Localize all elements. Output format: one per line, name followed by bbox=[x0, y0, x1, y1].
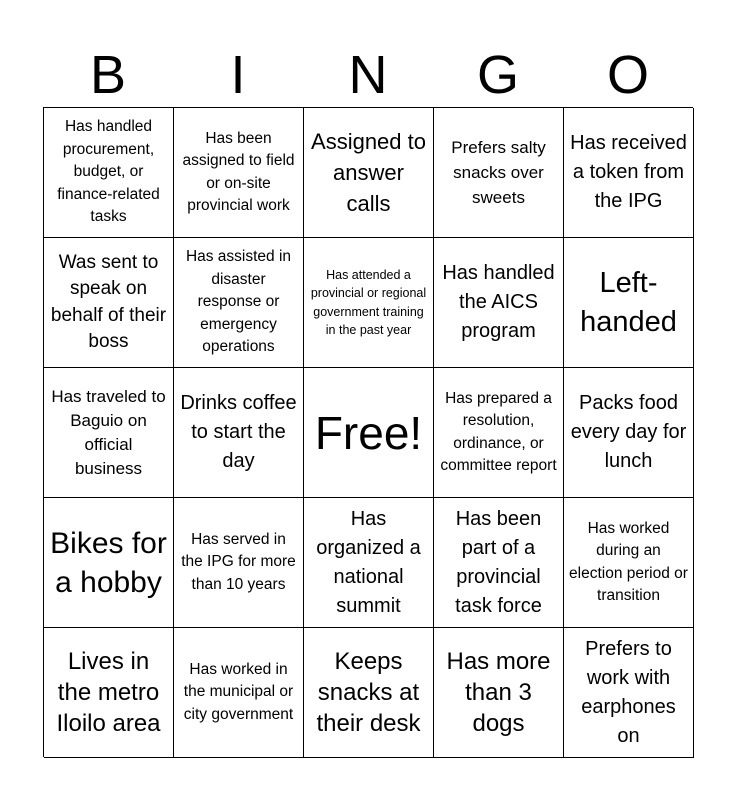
header-letter-n: N bbox=[348, 45, 388, 105]
cell-text: Keeps snacks at their desk bbox=[316, 648, 421, 737]
cell-text: Has more than 3 dogs bbox=[446, 648, 551, 737]
bingo-cell-r2-c5[interactable] bbox=[564, 238, 694, 368]
bingo-cell-r4-c1[interactable] bbox=[44, 498, 174, 628]
bingo-cell-r4-c4[interactable] bbox=[434, 498, 564, 628]
cell-text: Left-handed bbox=[580, 266, 677, 338]
cell-text: Assigned to answer calls bbox=[311, 129, 426, 216]
bingo-cell-r5-c3[interactable] bbox=[304, 628, 434, 758]
bingo-cell-r3-c5[interactable] bbox=[564, 368, 694, 498]
bingo-cell-r1-c5[interactable] bbox=[564, 108, 694, 238]
cell-text: Lives in the metro Iloilo area bbox=[56, 648, 161, 737]
free-space-text: Free! bbox=[314, 406, 423, 459]
cell-text: Has received a token from the IPG bbox=[570, 132, 687, 212]
cell-text: Bikes for a hobby bbox=[50, 526, 167, 599]
cell-text: Packs food every day for lunch bbox=[570, 392, 687, 472]
cell-text: Has prepared a resolution, ordinance, or committee report bbox=[440, 389, 557, 474]
bingo-cell-r1-c4[interactable] bbox=[434, 108, 564, 238]
header-letter-g: G bbox=[476, 45, 519, 105]
cell-text: Has organized a national summit bbox=[316, 507, 421, 617]
cell-text: Drinks coffee to start the day bbox=[180, 392, 297, 472]
bingo-cell-r4-c2[interactable] bbox=[174, 498, 304, 628]
cell-text: Has been part of a provincial task force bbox=[455, 507, 542, 617]
bingo-cell-r2-c4[interactable] bbox=[434, 238, 564, 368]
cell-text: Has attended a provincial or regional government training in the past year bbox=[310, 267, 427, 337]
cell-text: Was sent to speak on behalf of their boss bbox=[50, 251, 167, 352]
header-letter-i: I bbox=[230, 45, 246, 105]
bingo-cell-r4-c3[interactable] bbox=[304, 498, 434, 628]
bingo-cell-r4-c5[interactable] bbox=[564, 498, 694, 628]
bingo-cell-r3-c1[interactable] bbox=[44, 368, 174, 498]
bingo-cell-r3-c2[interactable] bbox=[174, 368, 304, 498]
bingo-cell-r3-c4[interactable] bbox=[434, 368, 564, 498]
cell-text: Prefers to work with earphones on bbox=[581, 637, 676, 747]
cell-text: Has traveled to Baguio on official business bbox=[51, 386, 166, 478]
cell-text: Has worked during an election period or transition bbox=[569, 519, 688, 604]
header-letter-o: O bbox=[606, 45, 649, 105]
bingo-cell-r2-c2[interactable] bbox=[174, 238, 304, 368]
bingo-cell-r5-c4[interactable] bbox=[434, 628, 564, 758]
bingo-cell-r5-c2[interactable] bbox=[174, 628, 304, 758]
bingo-card-grid bbox=[43, 107, 693, 757]
cell-text: Prefers salty snacks over sweets bbox=[451, 138, 546, 207]
cell-text: Has assisted in disaster response or emergency operations bbox=[185, 248, 292, 356]
cell-text: Has served in the IPG for more than 10 years bbox=[181, 530, 296, 593]
bingo-cell-r1-c1[interactable] bbox=[44, 108, 174, 238]
bingo-cell-r2-c1[interactable] bbox=[44, 238, 174, 368]
bingo-cell-r2-c3[interactable] bbox=[304, 238, 434, 368]
cell-text: Has worked in the municipal or city government bbox=[183, 660, 294, 723]
header-letter-b: B bbox=[89, 45, 127, 105]
bingo-cell-r5-c5[interactable] bbox=[564, 628, 694, 758]
bingo-cell-r5-c1[interactable] bbox=[44, 628, 174, 758]
bingo-cell-r3-c3[interactable] bbox=[304, 368, 434, 498]
bingo-cell-r1-c3[interactable] bbox=[304, 108, 434, 238]
bingo-header bbox=[43, 44, 693, 106]
cell-text: Has been assigned to field or on-site provincial work bbox=[182, 129, 295, 214]
bingo-cell-r1-c2[interactable] bbox=[174, 108, 304, 238]
cell-text: Has handled procurement, budget, or finance-related tasks bbox=[57, 118, 160, 226]
cell-text: Has handled the AICS program bbox=[442, 262, 555, 342]
